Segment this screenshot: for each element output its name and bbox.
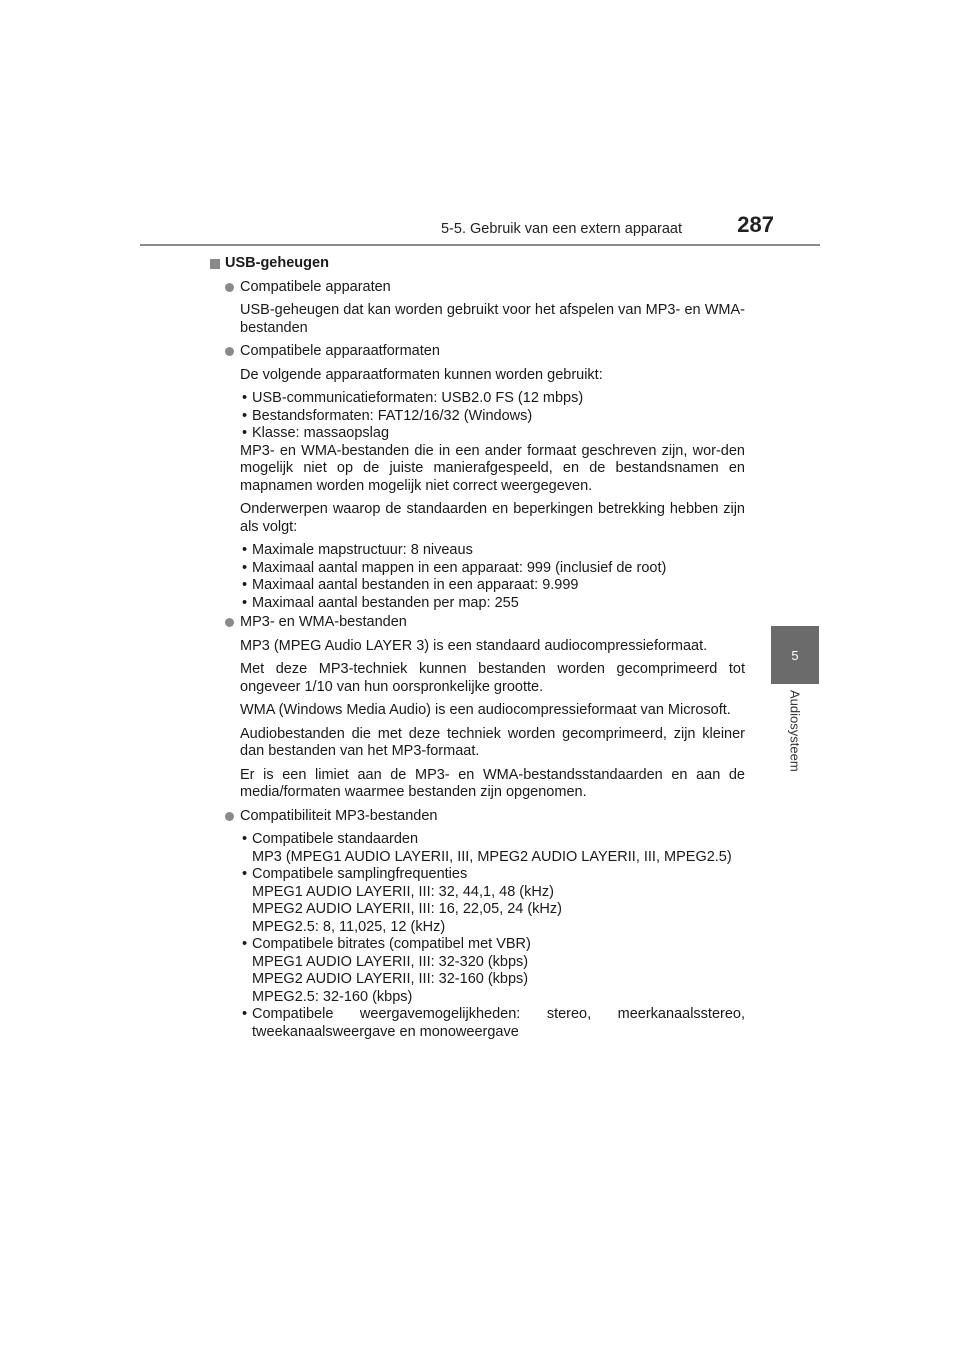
item-title-text: Compatibele apparaatformaten bbox=[240, 343, 440, 359]
paragraph: De volgende apparaatformaten kunnen worden gebruikt: bbox=[240, 366, 603, 383]
list-item: • Maximaal aantal bestanden in een apparaat: 9.999 bbox=[240, 577, 745, 595]
chapter-tab bbox=[771, 626, 819, 684]
page-number: 287 bbox=[737, 212, 774, 237]
item-body bbox=[240, 367, 745, 613]
bullet-list bbox=[240, 542, 745, 612]
circle-bullet-icon bbox=[225, 347, 234, 356]
bullet-line: MPEG1 AUDIO LAYERII, III: 32, 44,1, 48 (kHz) bbox=[252, 883, 554, 900]
item-compatible-devices bbox=[210, 279, 745, 338]
bullet-line: MP3 (MPEG1 AUDIO LAYERII, III, MPEG2 AUDIO LAYERII, III, MPEG2.5) bbox=[252, 848, 732, 865]
header-section-title: 5-5. Gebruik van een extern apparaat bbox=[440, 221, 682, 237]
item-title-text: Compatibele apparaten bbox=[240, 278, 391, 295]
list-item: • Bestandsformaten: FAT12/16/32 (Windows) bbox=[240, 408, 745, 426]
item-compatible-formats bbox=[210, 343, 745, 612]
list-item: • USB-communicatieformaten: USB2.0 FS (12 mbps) bbox=[240, 390, 745, 408]
bullet-line: MPEG2.5: 32-160 (kbps) bbox=[252, 988, 413, 1005]
item-title-text: Compatibiliteit MP3-bestanden bbox=[240, 807, 438, 824]
list-item bbox=[240, 936, 745, 1006]
page-content bbox=[210, 255, 745, 1041]
bullet-line: MPEG2 AUDIO LAYERII, III: 16, 22,05, 24 (kHz) bbox=[252, 901, 562, 917]
chapter-number: 5 bbox=[791, 647, 799, 663]
list-item bbox=[240, 1006, 745, 1041]
paragraph: WMA (Windows Media Audio) is een audiocompressieformaat van Microsoft. bbox=[240, 702, 731, 718]
bullet-heading: • Compatibele bitrates (compatibel met VBR) bbox=[252, 936, 531, 952]
bullet-line: MPEG2.5: 8, 11,025, 12 (kHz) bbox=[252, 918, 446, 935]
bullet-line: MPEG2 AUDIO LAYERII, III: 32-160 (kbps) bbox=[252, 971, 529, 987]
bullet-line: tweekanaalsweergave en monoweergave bbox=[252, 1023, 519, 1040]
paragraph: USB-geheugen dat kan worden gebruikt voor het afspelen van MP3- en WMA-bestanden bbox=[240, 302, 745, 336]
list-item: • Klasse: massaopslag bbox=[240, 425, 745, 443]
section-title: USB-geheugen bbox=[225, 255, 329, 271]
bullet-line: MPEG1 AUDIO LAYERII, III: 32-320 (kbps) bbox=[252, 953, 529, 970]
bullet-heading: • Compatibele samplingfrequenties bbox=[252, 866, 468, 882]
item-title-text: MP3- en WMA-bestanden bbox=[240, 614, 407, 630]
item-title bbox=[225, 279, 745, 297]
paragraph: MP3 (MPEG Audio LAYER 3) is een standaard audiocompressieformaat. bbox=[240, 637, 708, 654]
paragraph: Audiobestanden die met deze techniek worden gecomprimeerd, zijn kleiner dan bestanden van het MP3-formaat. bbox=[240, 725, 745, 759]
section-heading bbox=[210, 255, 745, 273]
item-mp3-wma-files bbox=[210, 614, 745, 802]
header-divider bbox=[140, 244, 820, 246]
paragraph: MP3- en WMA-bestanden die in een ander formaat geschreven zijn, wor-den mogelijk niet op de juiste manierafgespeeld, en de bestandsnamen en mapnamen worden mogelijk niet correct weergegeven. bbox=[240, 442, 745, 494]
bullet-heading: • Compatibele weergavemogelijkheden: stereo, meerkanaalsstereo, bbox=[252, 1006, 745, 1022]
paragraph: Onderwerpen waarop de standaarden en beperkingen betrekking hebben zijn als volgt: bbox=[240, 501, 745, 535]
list-item bbox=[240, 866, 745, 936]
item-body bbox=[240, 638, 745, 802]
item-title bbox=[225, 343, 745, 361]
list-item bbox=[240, 831, 745, 866]
chapter-label: Audiosysteem bbox=[787, 690, 803, 772]
list-item: • Maximaal aantal mappen in een apparaat: 999 (inclusief de root) bbox=[240, 560, 745, 578]
bullet-heading: • Compatibele standaarden bbox=[252, 831, 419, 847]
circle-bullet-icon bbox=[225, 283, 234, 292]
item-title bbox=[225, 614, 745, 632]
list-item: • Maximale mapstructuur: 8 niveaus bbox=[240, 542, 745, 560]
item-body bbox=[240, 831, 745, 1041]
circle-bullet-icon bbox=[225, 812, 234, 821]
bullet-list bbox=[240, 831, 745, 1041]
list-item: • Maximaal aantal bestanden per map: 255 bbox=[240, 595, 745, 613]
bullet-list bbox=[240, 390, 745, 443]
circle-bullet-icon bbox=[225, 618, 234, 627]
item-body bbox=[240, 302, 745, 337]
square-bullet-icon bbox=[210, 259, 220, 269]
paragraph: Met deze MP3-techniek kunnen bestanden worden gecomprimeerd tot ongeveer 1/10 van hun oorspronkelijke grootte. bbox=[240, 661, 745, 695]
item-title bbox=[225, 808, 745, 826]
chapter-label-wrap bbox=[778, 690, 812, 830]
paragraph: Er is een limiet aan de MP3- en WMA-bestandsstandaarden en aan de media/formaten waarmee bestanden zijn opgenomen. bbox=[240, 766, 745, 800]
item-mp3-compatibility bbox=[210, 808, 745, 1042]
